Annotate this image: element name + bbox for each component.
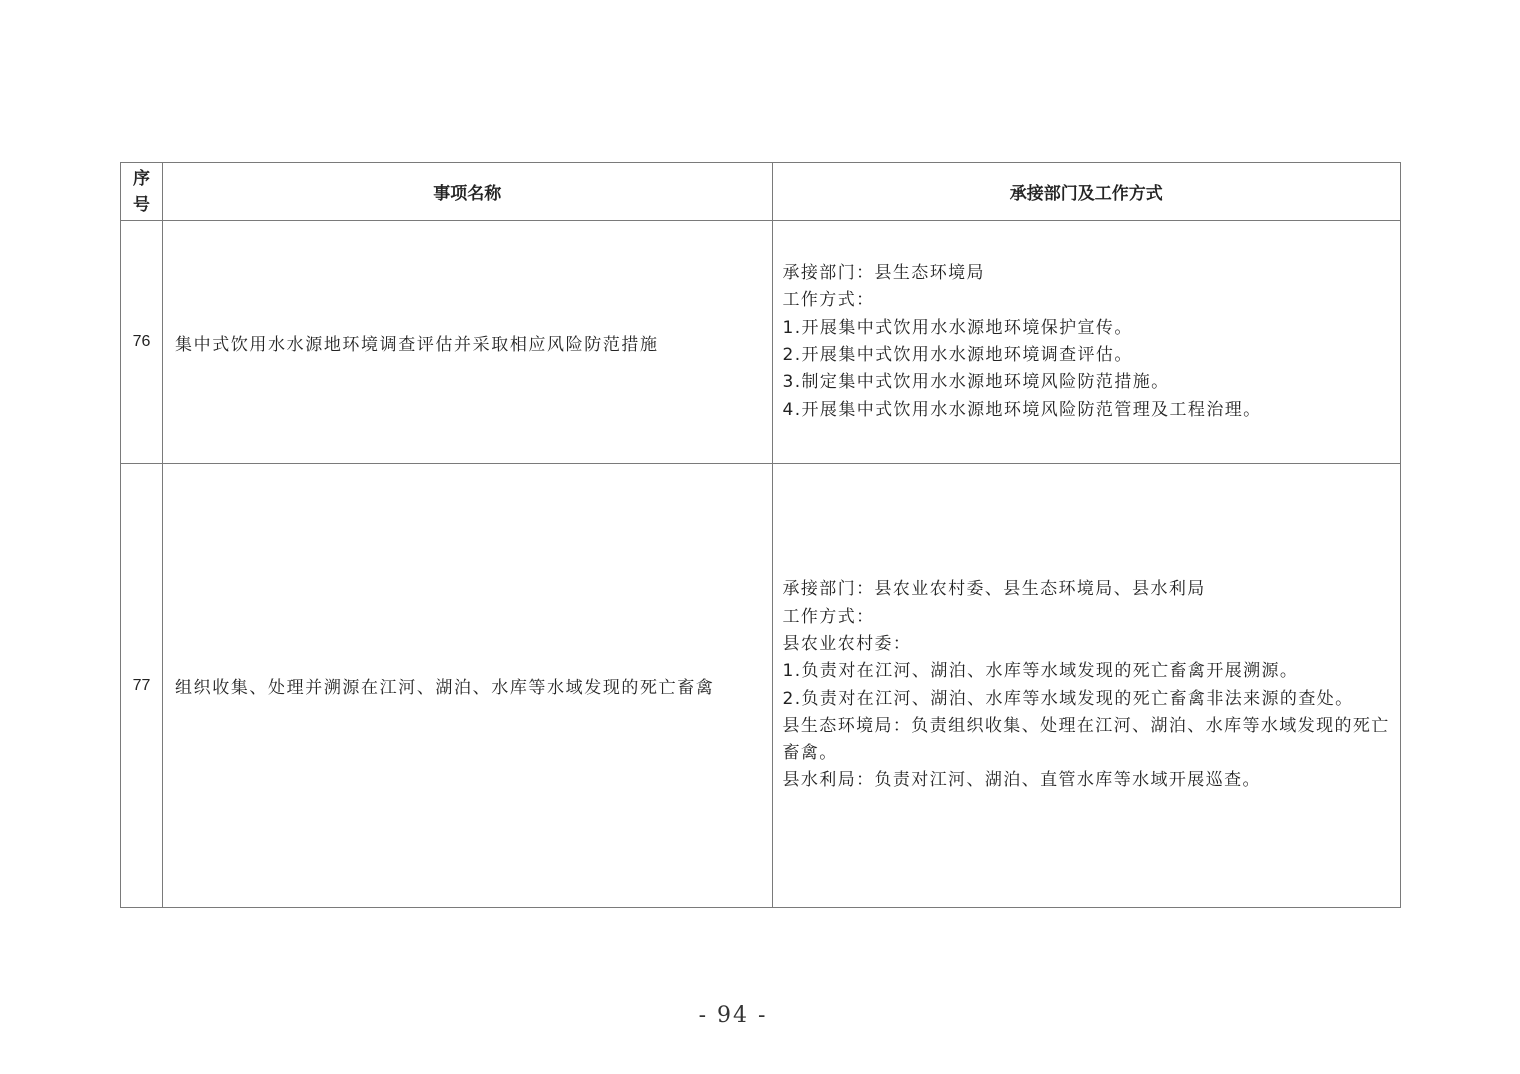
table-header-row (121, 163, 1401, 221)
items-table (120, 162, 1401, 908)
dept-line: 县生态环境局：负责组织收集、处理在江河、湖泊、水库等水域发现的死亡畜禽。 (782, 715, 1390, 764)
dept-line: 4.开展集中式饮用水水源地环境风险防范管理及工程治理。 (782, 399, 1262, 420)
dept-line: 县水利局：负责对江河、湖泊、直管水库等水域开展巡查。 (782, 770, 1261, 791)
row-item-name: 集中式饮用水水源地环境调查评估并采取相应风险防范措施 (163, 221, 772, 464)
header-seq-line1: 序 (133, 168, 151, 189)
header-dept: 承接部门及工作方式 (772, 163, 1401, 221)
dept-line: 承接部门：县农业农村委、县生态环境局、县水利局 (782, 579, 1206, 600)
dept-line: 1.开展集中式饮用水水源地环境保护宣传。 (782, 317, 1133, 338)
table-row (121, 464, 1401, 908)
row-item-name: 组织收集、处理并溯源在江河、湖泊、水库等水域发现的死亡畜禽 (163, 464, 772, 908)
row-dept-method (772, 464, 1401, 908)
dept-line: 工作方式： (782, 606, 875, 627)
row-dept-method (772, 221, 1401, 464)
dept-line: 2.负责对在江河、湖泊、水库等水域发现的死亡畜禽非法来源的查处。 (782, 688, 1354, 709)
row-seq: 76 (121, 221, 163, 464)
dept-line: 2.开展集中式饮用水水源地环境调查评估。 (782, 345, 1133, 365)
dept-line: 承接部门：县生态环境局 (782, 263, 985, 284)
table-row (121, 221, 1401, 464)
dept-line: 1.负责对在江河、湖泊、水库等水域发现的死亡畜禽开展溯源。 (782, 661, 1299, 682)
header-seq (121, 163, 163, 221)
dept-line: 3.制定集中式饮用水水源地环境风险防范措施。 (782, 372, 1170, 393)
dept-line: 工作方式： (782, 290, 875, 311)
dept-line: 县农业农村委： (782, 633, 912, 654)
row-seq: 77 (121, 464, 163, 908)
header-seq-line2: 号 (133, 194, 151, 215)
header-name: 事项名称 (163, 163, 772, 221)
page-number: - 94 - (698, 1003, 768, 1028)
